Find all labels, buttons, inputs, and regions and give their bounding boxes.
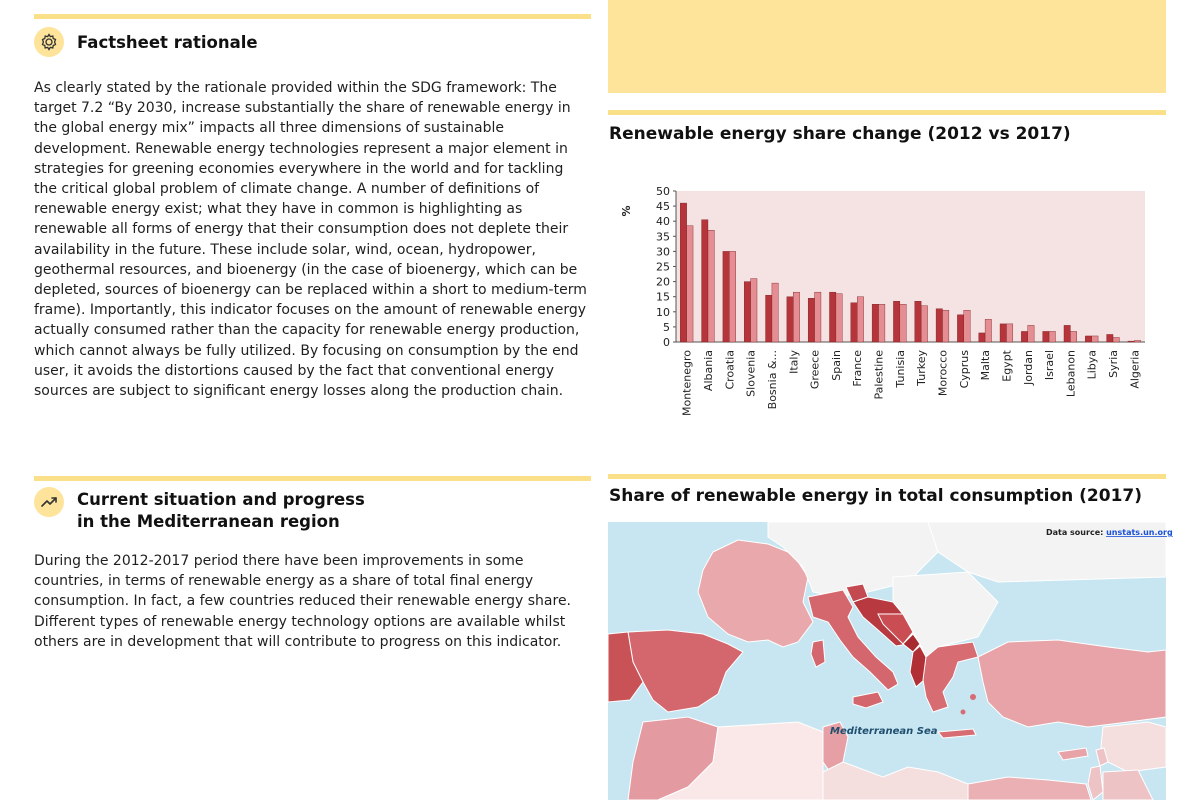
bar-2017-libya — [1092, 336, 1098, 342]
rationale-top-rule — [34, 14, 591, 19]
bar-2012-palestine — [872, 304, 878, 342]
bar-2012-syria — [1107, 334, 1113, 342]
bar-2017-cyprus — [964, 310, 970, 342]
chart-top-rule — [608, 110, 1166, 115]
x-tick-label: Malta — [979, 350, 993, 381]
situation-text: During the 2012-2017 period there have been improvements in some countries, in terms of renewable energy as a share of total final energy consumption. In fact, a few countries reduced their renewable energy share. Different types of renewable energy technology options are available whilst others are in development that will contribute to progress on this indicator. — [34, 553, 572, 650]
bar-2017-croatia — [729, 251, 735, 342]
x-tick-label: Tunisia — [893, 350, 907, 388]
map-source-link[interactable]: unstats.un.org — [1106, 528, 1173, 537]
y-tick-label: 50 — [656, 185, 670, 198]
trend-up-icon — [34, 487, 64, 517]
x-tick-label: Libya — [1085, 350, 1099, 380]
x-tick-label: Turkey — [915, 350, 929, 386]
bar-2017-lebanon — [1070, 331, 1076, 342]
bar-2017-syria — [1113, 337, 1119, 342]
y-axis-label: % — [620, 205, 633, 217]
x-tick-label: Croatia — [723, 350, 737, 390]
bar-2012-spain — [829, 292, 835, 342]
rationale-text: As clearly stated by the rationale provided within the SDG framework: The target 7.2 “By 2030, increase substantially the share of renewable energy in the global energy mix” impacts all three dimensions of sustainable development. Renewable energy technologies represent a major element in strategies for greening economies everywhere in the world and for tackling the critical global problem of climate change. A number of definitions of renewable energy exist; what they have in common is highlighting as renewable all forms of energy that their consumption does not deplete their availability in the future. These include solar, wind, ocean, hydropower, geothermal resources, and bioenergy (in the case of bioenergy, which can be depleted, sources of bioenergy can be replaced within a short to medium-term frame). Importantly, this indicator focuses on the amount of renewable energy actually consumed rather than the capacity for renewable energy production, which cannot always be fully utilized. By focusing on consumption by the end user, it avoids the distortions caused by the fact that conventional energy sources are subject to significant energy losses along the production chain. — [34, 80, 587, 400]
bar-2012-algeria — [1128, 341, 1134, 342]
x-tick-label: Bosnia &... — [765, 350, 779, 410]
bar-2012-malta — [979, 333, 985, 342]
bar-2012-croatia — [723, 251, 729, 342]
y-tick-label: 35 — [656, 230, 670, 244]
x-tick-label: Greece — [808, 350, 822, 390]
gear-icon — [34, 27, 64, 57]
x-tick-label: Jordan — [1021, 350, 1035, 385]
x-tick-label: Lebanon — [1064, 350, 1078, 398]
y-tick-label: 10 — [656, 305, 670, 319]
y-tick-label: 30 — [656, 245, 670, 259]
bar-2017-egypt — [1006, 324, 1012, 342]
bar-2017-italy — [793, 292, 799, 342]
x-tick-label: Palestine — [872, 350, 886, 400]
bar-2012-bosnia- — [766, 295, 772, 342]
map-title: Share of renewable energy in total consumption (2017) — [609, 486, 1142, 506]
bar-2012-france — [851, 303, 857, 342]
y-tick-label: 45 — [656, 200, 670, 214]
rationale-title: Factsheet rationale — [77, 33, 258, 52]
bar-2017-greece — [815, 292, 821, 342]
x-tick-label: Italy — [787, 350, 801, 374]
situation-top-rule — [34, 476, 591, 481]
y-tick-label: 0 — [663, 336, 670, 349]
bar-chart — [608, 175, 1166, 465]
x-tick-label: Morocco — [936, 350, 950, 397]
bar-2017-turkey — [921, 306, 927, 342]
bar-2012-egypt — [1000, 324, 1006, 342]
map-sea-label: Mediterranean Sea — [830, 726, 938, 737]
yellow-panel — [608, 0, 1166, 93]
x-tick-label: France — [851, 350, 865, 387]
bar-2017-morocco — [942, 310, 948, 342]
bar-2012-slovenia — [744, 282, 750, 342]
bar-2017-palestine — [879, 304, 885, 342]
bar-2012-jordan — [1021, 331, 1027, 342]
x-tick-label: Israel — [1043, 350, 1057, 381]
map-black-sea — [998, 577, 1166, 640]
bar-2012-cyprus — [957, 315, 963, 342]
bar-2017-tunisia — [900, 304, 906, 342]
bar-2012-libya — [1085, 336, 1091, 342]
bar-2012-tunisia — [893, 301, 899, 342]
situation-title-line1: Current situation and progress — [77, 490, 365, 509]
x-tick-label: Montenegro — [680, 350, 694, 417]
map-turkey[interactable] — [978, 640, 1166, 727]
x-tick-label: Spain — [829, 350, 843, 381]
x-tick-label: Cyprus — [957, 350, 971, 389]
map-top-rule — [608, 474, 1166, 479]
y-tick-label: 40 — [656, 215, 670, 229]
x-tick-label: Albania — [701, 350, 715, 392]
bar-2012-greece — [808, 298, 814, 342]
bar-2012-morocco — [936, 309, 942, 342]
map-source-label: Data source: unstats.un.org — [1046, 528, 1173, 537]
bar-2012-lebanon — [1064, 325, 1070, 342]
map-aegean-islands[interactable] — [970, 694, 976, 700]
bar-2017-spain — [836, 294, 842, 342]
x-tick-label: Syria — [1107, 350, 1121, 378]
bar-2017-albania — [708, 230, 714, 342]
bar-2017-malta — [985, 319, 991, 342]
bar-2017-jordan — [1028, 325, 1034, 342]
x-tick-label: Algeria — [1128, 350, 1142, 389]
x-tick-label: Egypt — [1000, 350, 1014, 382]
bar-2012-albania — [702, 220, 708, 342]
y-tick-label: 5 — [663, 320, 670, 334]
bar-2012-turkey — [915, 301, 921, 342]
map-aegean-islands[interactable] — [961, 710, 966, 715]
choropleth-map[interactable] — [608, 522, 1173, 800]
chart-title: Renewable energy share change (2012 vs 2017) — [609, 124, 1071, 144]
bar-2017-algeria — [1134, 340, 1140, 342]
bar-2017-bosnia- — [772, 283, 778, 342]
y-tick-label: 25 — [656, 260, 670, 274]
situation-title-line2: in the Mediterranean region — [77, 512, 340, 531]
y-tick-label: 20 — [656, 275, 670, 289]
bar-2012-montenegro — [680, 203, 686, 342]
x-tick-label: Slovenia — [744, 350, 758, 397]
bar-2017-montenegro — [687, 226, 693, 342]
bar-2012-italy — [787, 297, 793, 342]
y-tick-label: 15 — [656, 290, 670, 304]
bar-2012-israel — [1043, 331, 1049, 342]
bar-2017-slovenia — [751, 279, 757, 342]
bar-2017-israel — [1049, 331, 1055, 342]
bar-2017-france — [857, 297, 863, 342]
